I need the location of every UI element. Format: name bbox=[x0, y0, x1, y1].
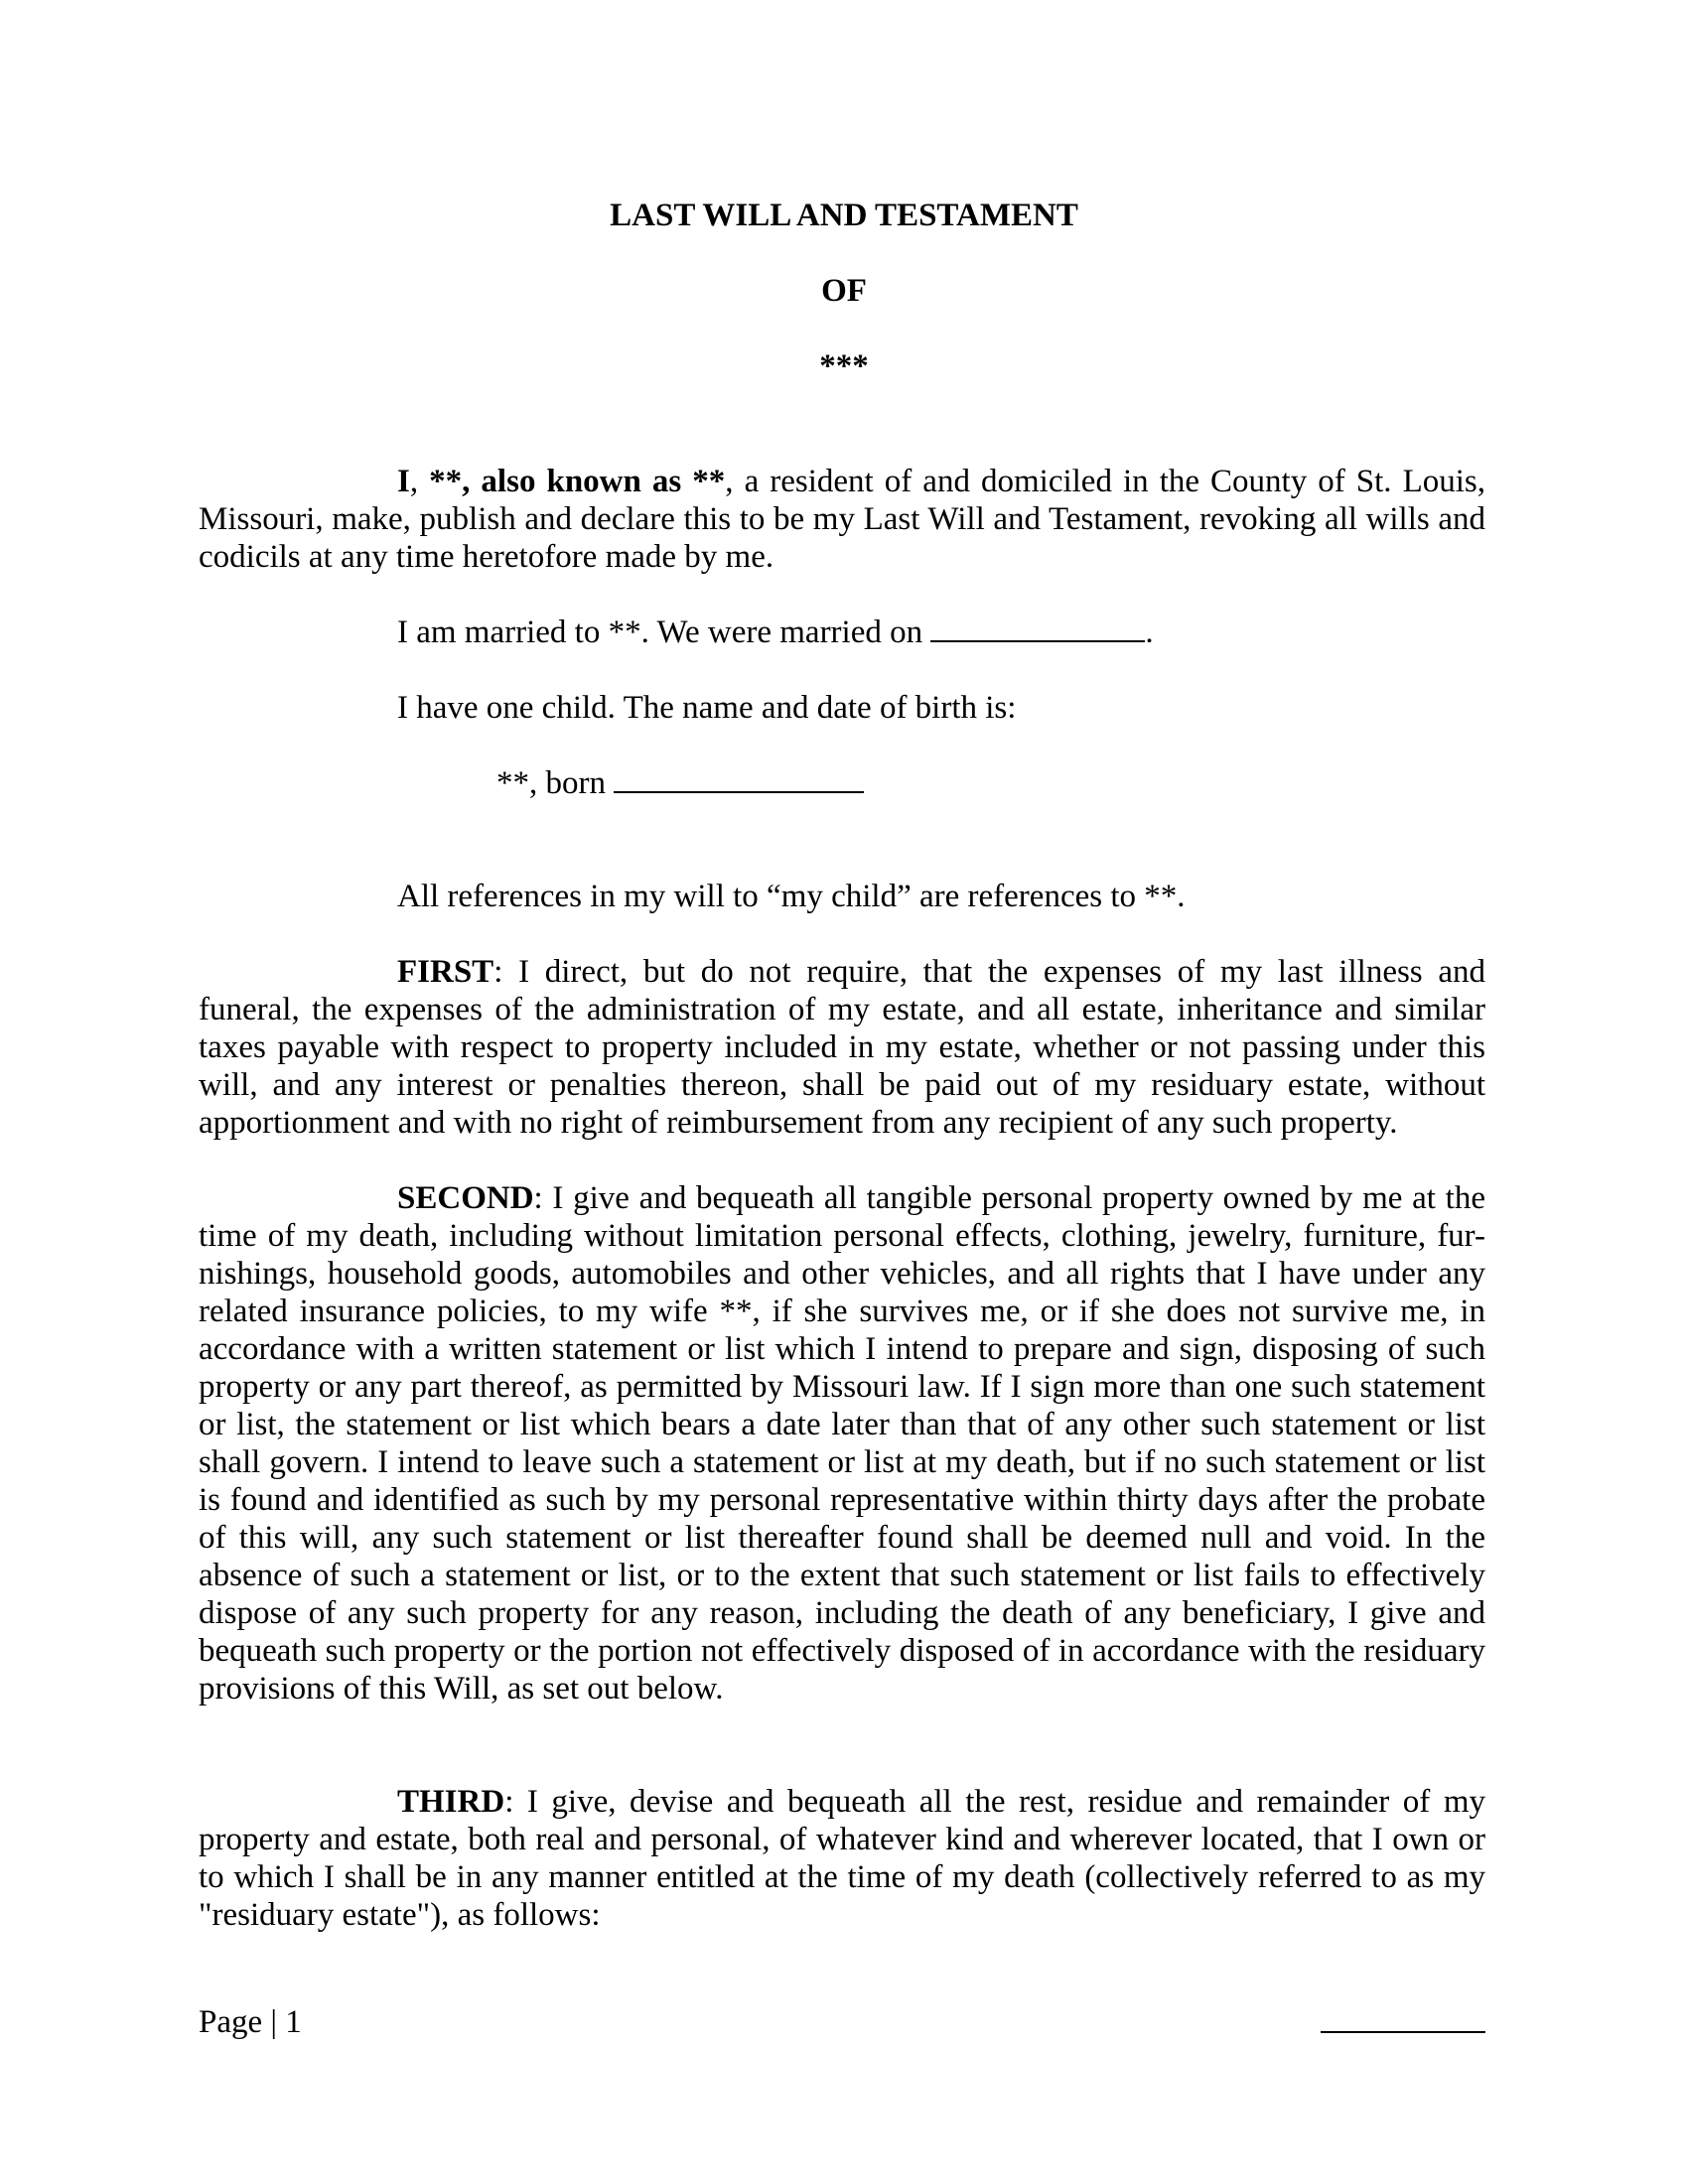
child-entry bbox=[496, 764, 864, 802]
child-references: All references in my will to “my child” are references to **. bbox=[397, 879, 1186, 914]
child-statement: I have one child. The name and date of birth is: bbox=[397, 690, 1017, 726]
article-first-text: : I direct, but do not require, that the expenses of my last illness and funeral, the expenses of the administration of my estate, and all estate, inheritance and similar taxes payable with respect to property included in my estate, whether or not passing under this will, and any interest or penalties thereon, shall be paid out of my residuary estate, without apportionment and with no right of reimbursement from any recipient of any such property. bbox=[199, 954, 1485, 1141]
initials-line bbox=[1321, 2031, 1485, 2033]
marriage-date-blank bbox=[930, 614, 1145, 642]
article-first bbox=[199, 953, 1485, 1142]
testator-name-placeholder: *** bbox=[819, 348, 869, 384]
article-second bbox=[199, 1179, 1485, 1707]
child-birthdate-blank bbox=[614, 765, 864, 793]
article-third-label: THIRD bbox=[397, 1784, 505, 1820]
marriage-text: I am married to **. We were married on bbox=[397, 614, 931, 650]
intro-text: , a resident of and domiciled in the County of St. Louis, Missouri, make, publish and declare this to be my Last Will and Testament, revoking all wills and codicils at any time heretofore made by me. bbox=[199, 464, 1486, 575]
page-number: Page | 1 bbox=[199, 2004, 302, 2040]
document-title: LAST WILL AND TESTAMENT bbox=[610, 198, 1078, 233]
article-third-text: : I give, devise and bequeath all the rest, residue and remainder of my property and estate, both real and personal, of whatever kind and wherever located, that I own or to which I shall be in any manner entitled at the time of my death (collectively referred to as my "residuary estate"), as follows: bbox=[199, 1784, 1485, 1933]
article-third bbox=[199, 1783, 1485, 1934]
child-name: **, born bbox=[496, 765, 615, 801]
marriage-statement bbox=[397, 614, 1154, 651]
article-first-label: FIRST bbox=[397, 954, 494, 990]
article-second-text: : I give and bequeath all tangible personal property owned by me at the time of my death, including without limitation personal effects, clothing, jewelry, furniture, fur-nishings, household goods, automobiles and other vehicles, and all rights that I have under any related insurance policies, to my wife **, if she survives me, or if she does not survive me, in accordance with a written statement or list which I intend to prepare and sign, disposing of such property or any part thereof, as permitted by Missouri law. If I sign more than one such statement or list, the statement or list which bears a date later than that of any other such statement or list shall govern. I intend to leave such a statement or list at my death, but if no such statement or list is found and identified as such by my personal representative within thirty days after the probate of this will, any such statement or list thereafter found shall be deemed null and void. In the absence of such a statement or list, or to the extent that such statement or list fails to effectively dispose of any such property for any reason, including the death of any beneficiary, I give and bequeath such property or the portion not effectively disposed of in accordance with the residuary provisions of this Will, as set out below. bbox=[199, 1180, 1485, 1706]
intro-comma: , bbox=[409, 464, 430, 499]
marriage-period: . bbox=[1145, 614, 1154, 650]
document-title-of: OF bbox=[821, 273, 867, 309]
intro-paragraph bbox=[199, 463, 1485, 576]
intro-lead: I bbox=[397, 464, 410, 499]
article-second-label: SECOND bbox=[397, 1180, 534, 1216]
intro-name: **, also known as ** bbox=[429, 464, 726, 499]
